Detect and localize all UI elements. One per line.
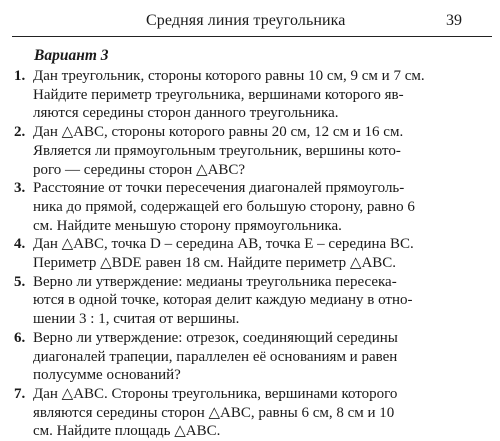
problem-number: 2. [14, 124, 26, 141]
problem-text-line: полусумме оснований? [33, 367, 181, 384]
problem-text-line: рого — середины сторон △ABC? [33, 161, 246, 178]
problem-text-line: шении 3 : 1, считая от вершины. [33, 311, 240, 328]
problem-item [0, 385, 500, 441]
problem-item [0, 179, 500, 235]
problem-text-line: являются середины сторон △ABC, равны 6 см, 8 см и 10 [33, 404, 395, 421]
problem-text-line: ляются середины сторон данного треугольника. [33, 105, 339, 122]
problem-text-line: Дан треугольник, стороны которого равны 10 см, 9 см и 7 см. [33, 68, 425, 84]
problem-number: 7. [14, 385, 26, 402]
problem-item [0, 273, 500, 329]
problem-text-line: Периметр △BDE равен 18 см. Найдите периметр △ABC. [33, 255, 397, 272]
problem-text-line: диагоналей трапеции, параллелен её основаниям и равен [33, 348, 398, 365]
problem-number: 6. [14, 329, 26, 346]
problem-text-line: Дан △ABC, точка D – середина AB, точка E – середина BC. [33, 236, 414, 253]
problem-text-line: Верно ли утверждение: медианы треугольника пересека- [33, 273, 397, 290]
problem-text-line: Расстояние от точки пересечения диагоналей прямоуголь- [33, 180, 405, 197]
problem-text-line: ника до прямой, содержащей его большую сторону, равно 6 [33, 198, 415, 215]
problem-text [33, 273, 445, 329]
page-number: 39 [446, 12, 462, 29]
problem-text [33, 235, 445, 272]
problem-text-line: ются в одной точке, которая делит каждую медиану в отно- [33, 292, 413, 309]
problem-text [33, 385, 445, 441]
problem-item [0, 67, 500, 123]
problem-list [0, 67, 500, 441]
problem-text [33, 329, 445, 385]
problem-text [33, 67, 445, 123]
problem-item [0, 123, 500, 179]
problem-text-line: Является ли прямоугольным треугольник, вершины кото- [33, 142, 401, 159]
problem-item [0, 235, 500, 272]
running-title: Средняя линия треугольника [146, 12, 346, 29]
problem-text-line: см. Найдите меньшую сторону прямоугольника. [33, 217, 342, 234]
problem-number: 3. [14, 180, 26, 197]
problem-text-line: Дан △ABC. Стороны треугольника, вершинами которого [33, 385, 398, 402]
problem-item [0, 329, 500, 385]
problem-text [33, 179, 445, 235]
problem-text-line: Найдите периметр треугольника, вершинами которого яв- [33, 86, 404, 103]
header-rule [12, 36, 492, 37]
problem-text-line: Дан △ABC, стороны которого равны 20 см, 12 см и 16 см. [33, 124, 404, 141]
problem-text-line: см. Найдите площадь △ABC. [33, 423, 221, 440]
problem-number: 1. [14, 68, 26, 84]
problem-text-line: Верно ли утверждение: отрезок, соединяющий середины [33, 329, 398, 346]
problem-number: 5. [14, 273, 26, 290]
problem-text [33, 123, 445, 179]
variant-heading: Вариант 3 [34, 47, 109, 64]
problem-number: 4. [14, 236, 26, 253]
page-header [0, 0, 500, 38]
